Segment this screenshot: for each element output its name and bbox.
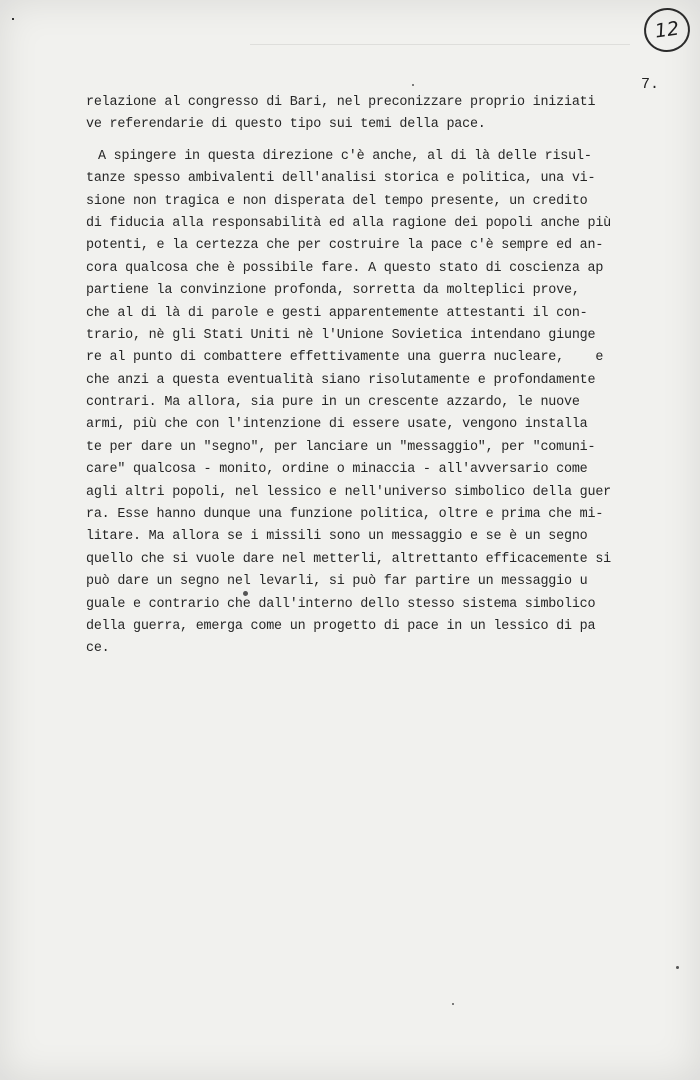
page-number: 7. <box>641 76 660 93</box>
scan-line <box>250 44 630 45</box>
ink-speck <box>452 1003 454 1005</box>
text-line: cora qualcosa che è possibile fare. A questo stato di coscienza ap <box>86 260 604 276</box>
paragraph-1 <box>86 92 646 137</box>
text-line: contrari. Ma allora, sia pure in un crescente azzardo, le nuove <box>86 395 580 411</box>
text-line: litare. Ma allora se i missili sono un messaggio e se è un segno <box>86 529 588 545</box>
circled-page-number: 12 <box>641 5 693 55</box>
scan-mark <box>12 18 14 20</box>
text-line: re al punto di combattere effettivamente una guerra nucleare, e <box>86 350 604 366</box>
body-text <box>86 92 646 661</box>
ink-speck <box>243 591 248 596</box>
text-line: te per dare un "segno", per lanciare un "messaggio", per "comuni- <box>86 439 596 455</box>
text-line: ra. Esse hanno dunque una funzione politica, oltre e prima che mi- <box>86 507 604 523</box>
text-line: può dare un segno nel levarli, si può far partire un messaggio u <box>86 574 588 590</box>
text-line: che anzi a questa eventualità siano risolutamente e profondamente <box>86 372 596 388</box>
text-line: potenti, e la certezza che per costruire la pace c'è sempre ed an- <box>86 238 604 254</box>
text-line: guale e contrario che dall'interno dello stesso sistema simbolico <box>86 596 596 612</box>
ink-speck <box>412 84 414 86</box>
text-line: care" qualcosa - monito, ordine o minaccia - all'avversario come <box>86 462 588 478</box>
text-line: della guerra, emerga come un progetto di pace in un lessico di pa <box>86 618 596 634</box>
text-line: quello che si vuole dare nel metterli, altrettanto efficacemente si <box>86 551 611 567</box>
text-line: di fiducia alla responsabilità ed alla ragione dei popoli anche più <box>86 215 611 231</box>
text-line: sione non tragica e non disperata del tempo presente, un credito <box>86 193 588 209</box>
text-line: armi, più che con l'intenzione di essere usate, vengono installa <box>86 417 588 433</box>
ink-speck <box>676 966 679 969</box>
text-line: relazione al congresso di Bari, nel preconizzare proprio iniziati <box>86 95 596 110</box>
text-line: agli altri popoli, nel lessico e nell'universo simbolico della guer <box>86 484 611 500</box>
text-line: partiene la convinzione profonda, sorretta da molteplici prove, <box>86 283 580 299</box>
text-line: che al di là di parole e gesti apparentemente attestanti il con- <box>86 305 588 321</box>
paragraph-2 <box>86 146 646 661</box>
text-line: A spingere in questa direzione c'è anche, al di là delle risul- <box>98 148 592 164</box>
text-line: trario, nè gli Stati Uniti nè l'Unione Sovietica intendano giunge <box>86 327 596 343</box>
text-line: ce. <box>86 641 110 657</box>
text-line: ve referendarie di questo tipo sui temi della pace. <box>86 117 486 133</box>
text-line: tanze spesso ambivalenti dell'analisi storica e politica, una vi- <box>86 171 596 187</box>
